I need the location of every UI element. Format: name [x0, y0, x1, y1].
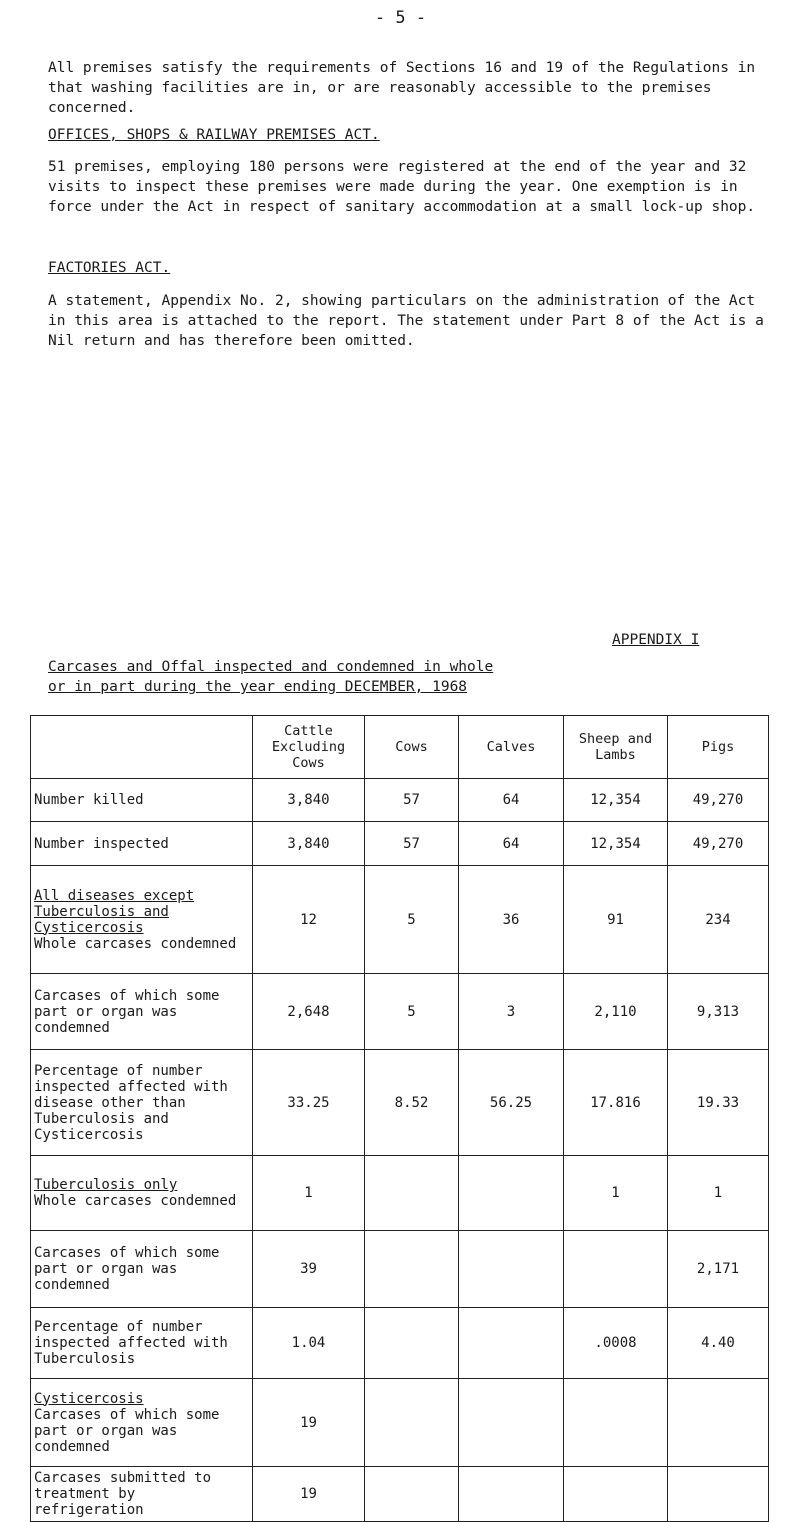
- cell-pigs: 234: [668, 866, 769, 974]
- row-label: Carcases submitted to treatment by refrigeration: [31, 1467, 253, 1522]
- table-caption: [48, 657, 493, 697]
- cell-pigs: [668, 1467, 769, 1522]
- cell-cattle: 1: [253, 1156, 365, 1231]
- cell-calves: [459, 1156, 564, 1231]
- heading-offices-shops-railway: OFFICES, SHOPS & RAILWAY PREMISES ACT.: [48, 127, 380, 143]
- cell-sheep: 1: [564, 1156, 668, 1231]
- table-row: [31, 1467, 769, 1522]
- header-calves: Calves: [459, 716, 564, 779]
- cell-pigs: [668, 1379, 769, 1467]
- row-label: Whole carcases condemned: [34, 935, 237, 952]
- table-row: [31, 1156, 769, 1231]
- row-label: Percentage of number inspected affected with disease other than Tuberculosis and Cysticercosis: [31, 1050, 253, 1156]
- cell-sheep: [564, 1231, 668, 1308]
- cell-cattle: 33.25: [253, 1050, 365, 1156]
- cell-calves: [459, 1467, 564, 1522]
- table-header-row: [31, 716, 769, 779]
- cell-cows: [365, 1156, 459, 1231]
- row-label: Carcases of which some part or organ was condemned: [31, 1231, 253, 1308]
- cell-pigs: 19.33: [668, 1050, 769, 1156]
- header-cows: Cows: [365, 716, 459, 779]
- cell-cattle: 19: [253, 1379, 365, 1467]
- cell-sheep: [564, 1379, 668, 1467]
- table-row: [31, 974, 769, 1050]
- cell-cattle: 39: [253, 1231, 365, 1308]
- cell-cattle: 12: [253, 866, 365, 974]
- cell-pigs: 49,270: [668, 779, 769, 822]
- row-label: Carcases of which some part or organ was condemned: [31, 974, 253, 1050]
- cell-cows: [365, 1231, 459, 1308]
- cell-sheep: 2,110: [564, 974, 668, 1050]
- cell-sheep: [564, 1467, 668, 1522]
- table-row: [31, 1231, 769, 1308]
- table-row: [31, 1379, 769, 1467]
- cell-cattle: 19: [253, 1467, 365, 1522]
- cell-calves: 64: [459, 822, 564, 866]
- row-label-cell: [31, 1379, 253, 1467]
- table-row: [31, 866, 769, 974]
- cell-pigs: 1: [668, 1156, 769, 1231]
- cell-cattle: 3,840: [253, 779, 365, 822]
- cell-calves: 36: [459, 866, 564, 974]
- cell-cows: [365, 1467, 459, 1522]
- cell-cows: 57: [365, 779, 459, 822]
- header-sheep-lambs: Sheep and Lambs: [564, 716, 668, 779]
- cell-cattle: 1.04: [253, 1308, 365, 1379]
- row-label: Percentage of number inspected affected with Tuberculosis: [31, 1308, 253, 1379]
- cell-sheep: 91: [564, 866, 668, 974]
- cell-calves: 64: [459, 779, 564, 822]
- row-label: Number killed: [31, 779, 253, 822]
- cell-pigs: 49,270: [668, 822, 769, 866]
- cell-calves: [459, 1308, 564, 1379]
- row-label-cell: [31, 866, 253, 974]
- row-label: Number inspected: [31, 822, 253, 866]
- cell-cows: 57: [365, 822, 459, 866]
- cell-pigs: 4.40: [668, 1308, 769, 1379]
- row-label: Carcases of which some part or organ was condemned: [34, 1406, 220, 1455]
- section-heading-cysticercosis: Cysticercosis: [34, 1390, 144, 1407]
- cell-cows: 5: [365, 974, 459, 1050]
- paragraph-offices-registration: 51 premises, employing 180 persons were registered at the end of the year and 32 visits to inspect these premises were made during the year. One exemption is in force under the Act in respect of sanitary accommodation at a small lock-up shop.: [48, 159, 756, 215]
- section-heading-all-diseases: All diseases except Tuberculosis and Cysticercosis: [34, 887, 195, 936]
- section-heading-tuberculosis: Tuberculosis only: [34, 1177, 178, 1193]
- table-row: [31, 822, 769, 866]
- row-label: Whole carcases condemned: [34, 1193, 237, 1209]
- cell-cows: 8.52: [365, 1050, 459, 1156]
- heading-factories-act: FACTORIES ACT.: [48, 260, 171, 276]
- row-label-cell: [31, 1156, 253, 1231]
- header-pigs: Pigs: [668, 716, 769, 779]
- table-row: [31, 779, 769, 822]
- appendix-label: APPENDIX I: [612, 632, 700, 648]
- cell-cattle: 2,648: [253, 974, 365, 1050]
- cell-cows: [365, 1308, 459, 1379]
- table-row: [31, 1308, 769, 1379]
- header-blank: [31, 716, 253, 779]
- cell-calves: [459, 1231, 564, 1308]
- cell-calves: [459, 1379, 564, 1467]
- cell-calves: 56.25: [459, 1050, 564, 1156]
- caption-line-2: or in part during the year ending DECEMBER, 1968: [48, 679, 468, 695]
- cell-cows: [365, 1379, 459, 1467]
- page-number: - 5 -: [374, 8, 427, 28]
- cell-sheep: 12,354: [564, 822, 668, 866]
- cell-cattle: 3,840: [253, 822, 365, 866]
- paragraph-washing-facilities: All premises satisfy the requirements of Sections 16 and 19 of the Regulations in that washing facilities are in, or are reasonably accessible to the premises concerned.: [48, 60, 756, 116]
- table-row: [31, 1050, 769, 1156]
- cell-sheep: 17.816: [564, 1050, 668, 1156]
- header-cattle: Cattle Excluding Cows: [253, 716, 365, 779]
- paragraph-factories-statement: A statement, Appendix No. 2, showing particulars on the administration of the Act in this area is attached to the report. The statement under Part 8 of the Act is a Nil return and has therefore been omitted.: [48, 293, 764, 349]
- cell-sheep: 12,354: [564, 779, 668, 822]
- carcases-table: [30, 715, 769, 1522]
- cell-sheep: .0008: [564, 1308, 668, 1379]
- cell-cows: 5: [365, 866, 459, 974]
- cell-pigs: 9,313: [668, 974, 769, 1050]
- cell-pigs: 2,171: [668, 1231, 769, 1308]
- cell-calves: 3: [459, 974, 564, 1050]
- caption-line-1: Carcases and Offal inspected and condemned in whole: [48, 659, 494, 675]
